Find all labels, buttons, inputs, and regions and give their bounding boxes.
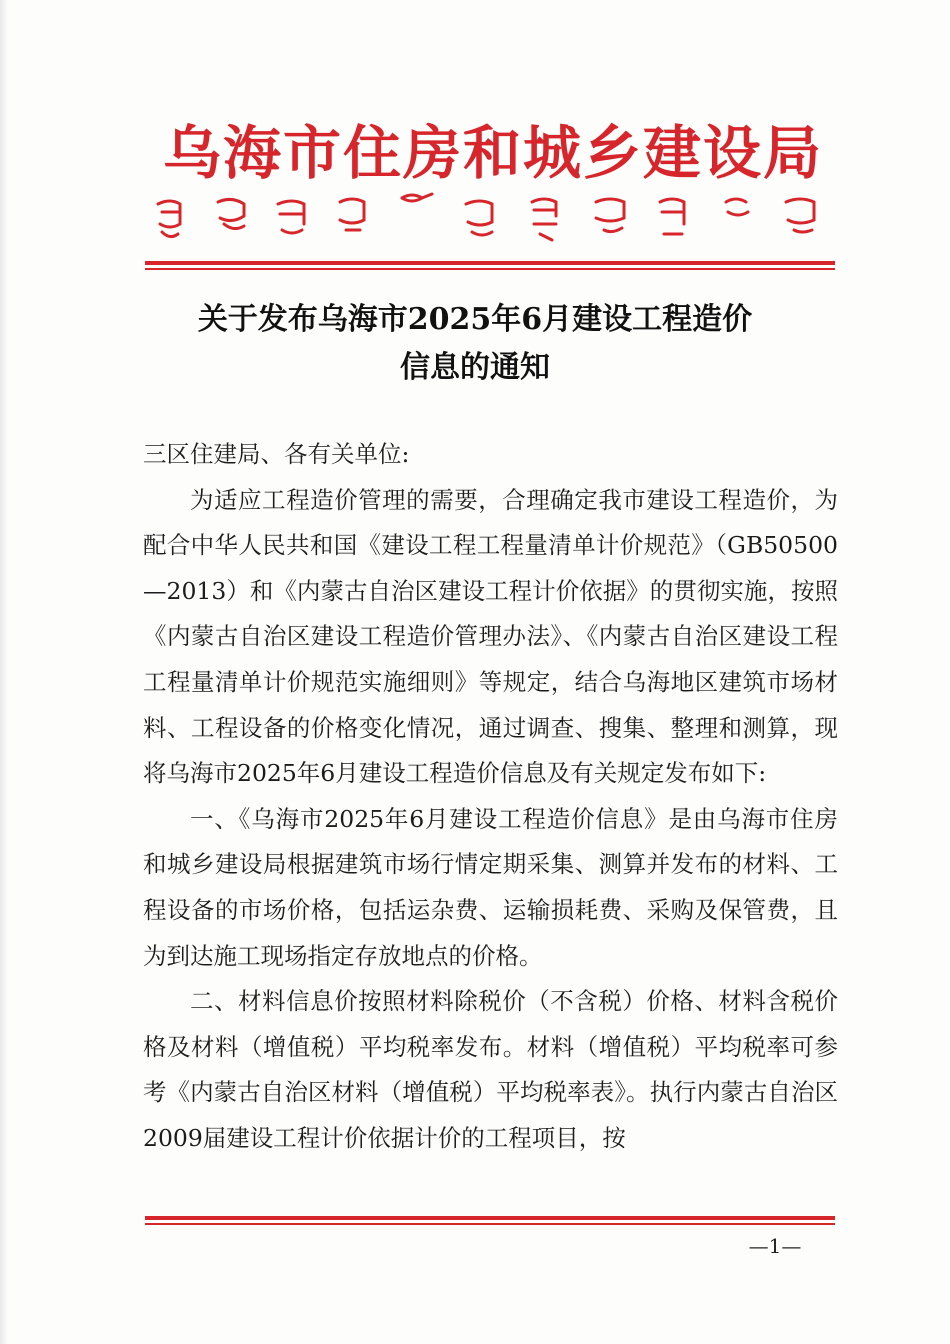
mongolian-word-9 <box>660 199 684 234</box>
paragraph-item-2: 二、材料信息价按照材料除税价（不含税）价格、材料含税价格及材料（增值税）平均税率发布。材料（增值税）平均税率可参考《内蒙古自治区材料（增值税）平均税率表》。执行内蒙古自治区2009届建设工程计价依据计价的工程项目，按 <box>143 987 838 1152</box>
paragraph-item-1: 一、《乌海市2025年6月建设工程造价信息》是由乌海市住房和城乡建设局根据建筑市场行情定期采集、测算并发布的材料、工程设备的市场价格，包括运杂费、运输损耗费、采购及保管费，且为到达施工现场指定存放地点的价格。 <box>143 804 838 970</box>
mongolian-script-line <box>148 190 838 246</box>
page-number: —1— <box>748 1234 802 1258</box>
footer-divider-thick <box>145 1216 835 1220</box>
mongolian-word-10 <box>726 199 748 215</box>
letterhead-divider-thick <box>145 261 835 265</box>
letterhead-divider <box>145 261 835 270</box>
mongolian-word-4 <box>340 199 364 230</box>
mongolian-word-1 <box>158 201 180 237</box>
scan-edge-shadow <box>0 0 8 1344</box>
letterhead-divider-thin <box>145 268 835 270</box>
paragraph-intro: 为适应工程造价管理的需要，合理确定我市建设工程造价，为配合中华人民共和国《建设工程工程量清单计价规范》（GB50500—2013）和《内蒙古自治区建设工程计价依据》的贯彻实施，按照《内蒙古自治区建设工程造价管理办法》、《内蒙古自治区建设工程工程量清单计价规范实施细则》等规定，结合乌海地区建筑市场材料、工程设备的价格变化情况，通过调查、搜集、整理和测算，现将乌海市2025年6月建设工程造价信息及有关规定发布如下: <box>143 485 838 788</box>
mongolian-word-5 <box>402 194 432 201</box>
mongolian-word-6 <box>466 201 492 235</box>
mongolian-word-2 <box>218 199 244 228</box>
mongolian-script-graphic <box>148 190 838 246</box>
mongolian-word-7 <box>532 199 556 240</box>
mongolian-word-11 <box>786 199 814 232</box>
document-title-line1: 关于发布乌海市2025年6月建设工程造价 <box>197 302 753 337</box>
footer-divider-thin <box>145 1223 835 1225</box>
footer-divider <box>145 1216 835 1225</box>
document-title <box>120 296 830 392</box>
mongolian-word-8 <box>596 199 624 232</box>
addressee: 三区住建局、各有关单位: <box>143 440 410 468</box>
document-body <box>143 432 838 1162</box>
mongolian-word-3 <box>278 201 304 233</box>
document-title-line2: 信息的通知 <box>400 350 550 385</box>
letterhead-title: 乌海市住房和城乡建设局 <box>162 119 823 187</box>
